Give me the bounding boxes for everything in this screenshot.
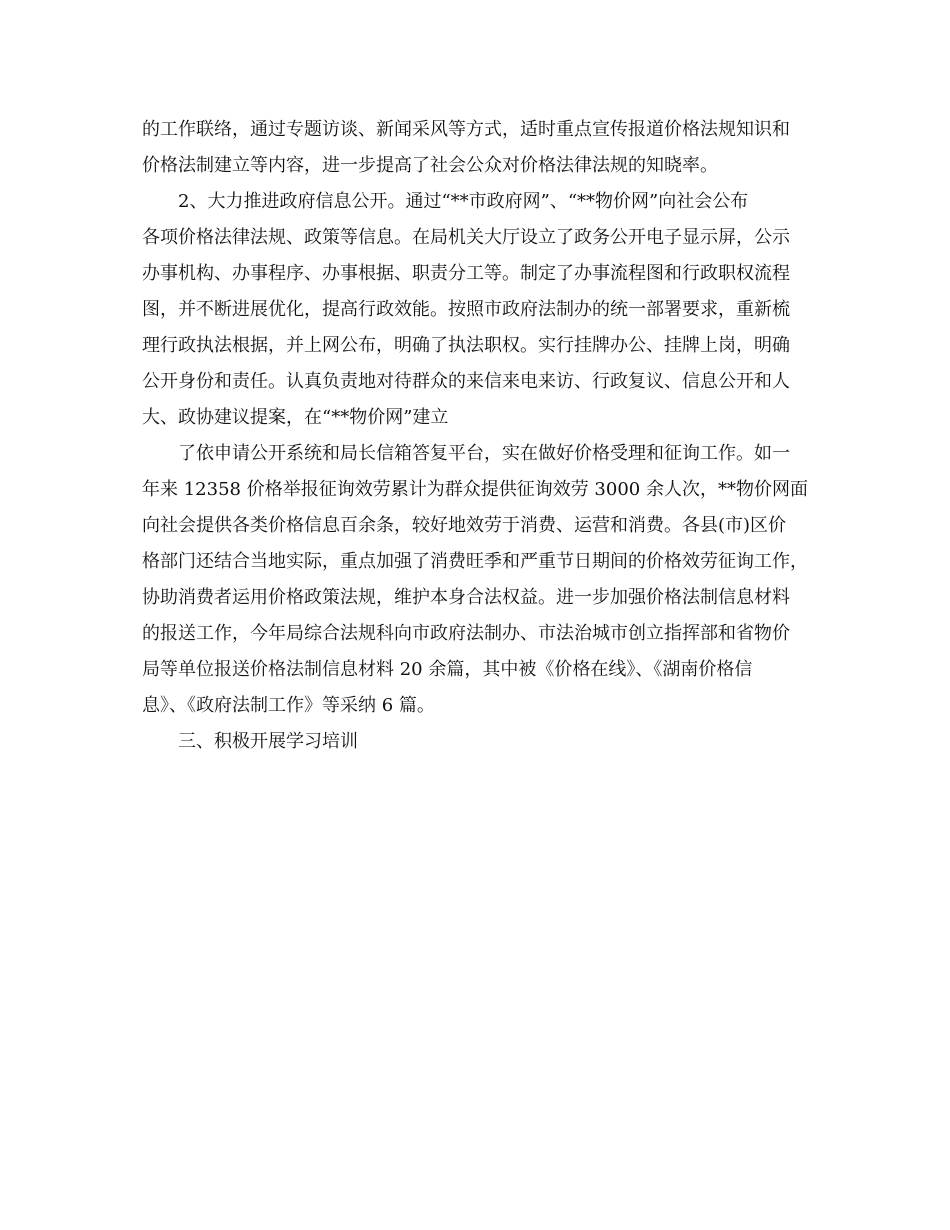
document-body — [142, 112, 822, 760]
text-line-12: 向社会提供各类价格信息百余条，较好地效劳于消费、运营和消费。各县(市)区价 — [142, 515, 787, 536]
text-line-16: 局等单位报送价格法制信息材料 20 余篇，其中被《价格在线》、《湖南价格信 — [142, 659, 753, 680]
text-line-4: 各项价格法律法规、政策等信息。在局机关大厅设立了政务公开电子显示屏，公示 — [142, 227, 790, 248]
text-line-2: 价格法制建立等内容，进一步提高了社会公众对价格法律法规的知晓率。 — [142, 155, 718, 176]
text-line-9: 大、政协建议提案，在“**物价网”建立 — [142, 407, 449, 428]
text-line-1: 的工作联络，通过专题访谈、新闻采风等方式，适时重点宣传报道价格法规知识和 — [142, 119, 790, 140]
text-line-5: 办事机构、办事程序、办事根据、职责分工等。制定了办事流程图和行政职权流程 — [142, 263, 790, 284]
text-line-11: 年来 12358 价格举报征询效劳累计为群众提供征询效劳 3000 余人次，**物价网面 — [142, 479, 808, 500]
text-line-7: 理行政执法根据，并上网公布，明确了执法职权。实行挂牌办公、挂牌上岗，明确 — [142, 335, 790, 356]
section-heading: 三、积极开展学习培训 — [178, 731, 358, 752]
text-line-6: 图，并不断进展优化，提高行政效能。按照市政府法制办的统一部署要求，重新梳 — [142, 299, 790, 320]
text-line-17: 息》、《政府法制工作》等采纳 6 篇。 — [142, 695, 435, 716]
text-line-15: 的报送工作，今年局综合法规科向市政府法制办、市法治城市创立指挥部和省物价 — [142, 623, 790, 644]
text-line-8: 公开身份和责任。认真负责地对待群众的来信来电来访、行政复议、信息公开和人 — [142, 371, 790, 392]
text-line-14: 协助消费者运用价格政策法规，维护本身合法权益。进一步加强价格法制信息材料 — [142, 587, 790, 608]
text-line-13: 格部门还结合当地实际，重点加强了消费旺季和严重节日期间的价格效劳征询工作， — [142, 551, 808, 572]
text-line-3: 2、大力推进政府信息公开。通过“**市政府网”、“**物价网”向社会公布 — [178, 191, 749, 212]
text-line-10: 了依申请公开系统和局长信箱答复平台，实在做好价格受理和征询工作。如一 — [178, 443, 790, 464]
